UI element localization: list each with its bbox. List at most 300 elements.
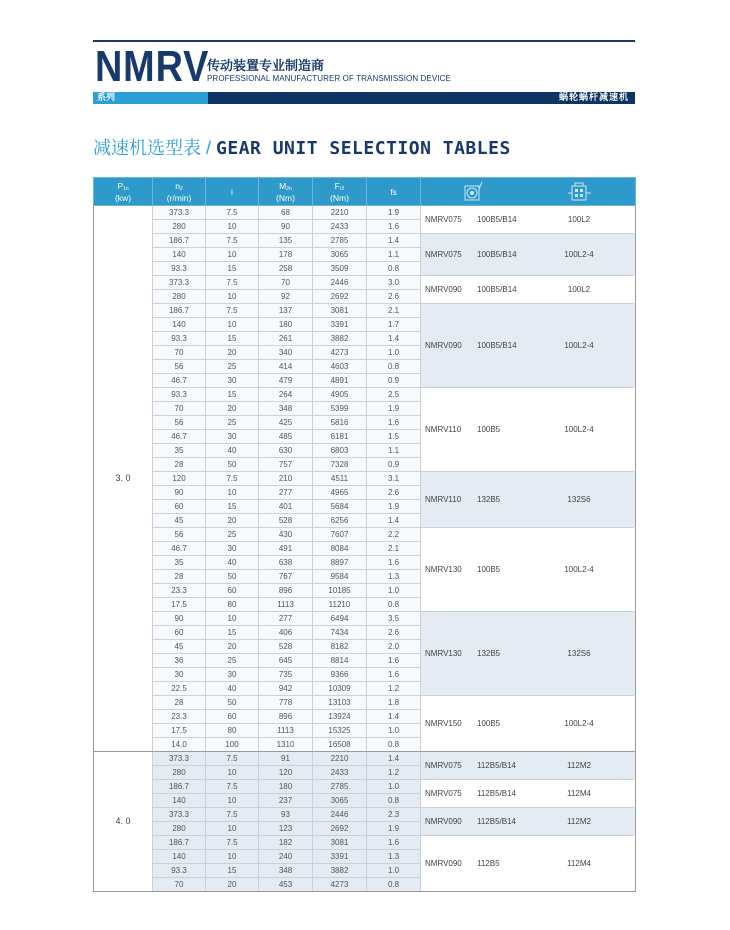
column-header-subscript: 2 xyxy=(179,185,183,192)
ratio-cell: 30 xyxy=(206,542,259,556)
radial-load-cell: 4905 xyxy=(313,388,367,402)
service-factor-cell: 1.6 xyxy=(367,556,421,570)
ratio-cell: 20 xyxy=(206,514,259,528)
selection-table xyxy=(93,177,636,892)
service-factor-cell: 1.6 xyxy=(367,416,421,430)
radial-load-cell: 4965 xyxy=(313,486,367,500)
torque-cell: 414 xyxy=(259,360,313,374)
service-factor-cell: 1.0 xyxy=(367,346,421,360)
model-cell xyxy=(421,780,636,808)
service-factor-cell: 1.9 xyxy=(367,402,421,416)
title-en: GEAR UNIT SELECTION TABLES xyxy=(216,138,511,159)
speed-cell: 46.7 xyxy=(153,430,206,444)
service-factor-cell: 2.1 xyxy=(367,542,421,556)
radial-load-cell: 8084 xyxy=(313,542,367,556)
service-factor-cell: 2.1 xyxy=(367,304,421,318)
torque-cell: 528 xyxy=(259,514,313,528)
flange-type: 100B5 xyxy=(477,425,501,434)
service-factor-cell: 1.0 xyxy=(367,724,421,738)
service-factor-cell: 1.1 xyxy=(367,444,421,458)
service-factor-cell: 3.1 xyxy=(367,472,421,486)
title-separator: / xyxy=(201,138,217,158)
torque-cell: 406 xyxy=(259,626,313,640)
torque-cell: 645 xyxy=(259,654,313,668)
ratio-cell: 10 xyxy=(206,850,259,864)
flange-type: 112B5/B14 xyxy=(477,789,516,798)
torque-cell: 261 xyxy=(259,332,313,346)
table-row xyxy=(94,234,636,248)
torque-cell: 528 xyxy=(259,640,313,654)
torque-cell: 240 xyxy=(259,850,313,864)
ratio-cell: 25 xyxy=(206,360,259,374)
service-factor-cell: 1.4 xyxy=(367,710,421,724)
column-header-unit: (Nm) xyxy=(330,192,349,203)
ratio-cell: 7.5 xyxy=(206,304,259,318)
ratio-cell: 10 xyxy=(206,486,259,500)
speed-cell: 140 xyxy=(153,794,206,808)
ratio-cell: 10 xyxy=(206,290,259,304)
speed-cell: 280 xyxy=(153,766,206,780)
column-header-symbol: M xyxy=(279,180,287,191)
flange-type: 132B5 xyxy=(477,649,501,658)
radial-load-cell: 7434 xyxy=(313,626,367,640)
flange-type: 132B5 xyxy=(477,495,501,504)
radial-load-cell: 8182 xyxy=(313,640,367,654)
ratio-cell: 40 xyxy=(206,682,259,696)
radial-load-cell: 4273 xyxy=(313,346,367,360)
table-header-row xyxy=(94,178,636,206)
ratio-cell: 40 xyxy=(206,556,259,570)
speed-cell: 28 xyxy=(153,696,206,710)
service-factor-cell: 1.7 xyxy=(367,318,421,332)
service-factor-cell: 0.8 xyxy=(367,598,421,612)
torque-cell: 92 xyxy=(259,290,313,304)
radial-load-cell: 3391 xyxy=(313,318,367,332)
service-factor-cell: 2.5 xyxy=(367,388,421,402)
torque-cell: 453 xyxy=(259,878,313,892)
ratio-cell: 7.5 xyxy=(206,206,259,220)
service-factor-cell: 1.8 xyxy=(367,696,421,710)
radial-load-cell: 11210 xyxy=(313,598,367,612)
tagline-en: PROFESSIONAL MANUFACTURER OF TRANSMISSION DEVICE xyxy=(207,74,451,83)
column-header-subscript: 1n xyxy=(123,185,129,192)
speed-cell: 35 xyxy=(153,556,206,570)
flange-type: 100B5 xyxy=(477,719,501,728)
column-header xyxy=(259,178,313,206)
gearbox-model: NMRV090 xyxy=(425,285,462,294)
service-factor-cell: 0.9 xyxy=(367,458,421,472)
motor-type: 100L2-4 xyxy=(564,250,594,259)
service-factor-cell: 1.4 xyxy=(367,752,421,766)
model-cell xyxy=(421,612,636,696)
model-cell xyxy=(421,206,636,234)
ratio-cell: 15 xyxy=(206,500,259,514)
column-header xyxy=(206,178,259,206)
ratio-cell: 7.5 xyxy=(206,780,259,794)
flange-type: 100B5/B14 xyxy=(477,215,517,224)
gearbox-model: NMRV075 xyxy=(425,250,462,259)
radial-load-cell: 6494 xyxy=(313,612,367,626)
service-factor-cell: 0.8 xyxy=(367,794,421,808)
speed-cell: 373.3 xyxy=(153,752,206,766)
table-row xyxy=(94,472,636,486)
radial-load-cell: 8814 xyxy=(313,654,367,668)
radial-load-cell: 7328 xyxy=(313,458,367,472)
torque-cell: 348 xyxy=(259,402,313,416)
radial-load-cell: 2433 xyxy=(313,220,367,234)
torque-cell: 180 xyxy=(259,318,313,332)
gearbox-model: NMRV075 xyxy=(425,215,462,224)
radial-load-cell: 13103 xyxy=(313,696,367,710)
ratio-cell: 15 xyxy=(206,864,259,878)
torque-cell: 264 xyxy=(259,388,313,402)
ratio-cell: 30 xyxy=(206,374,259,388)
gearbox-model: NMRV075 xyxy=(425,761,462,770)
gearbox-model: NMRV090 xyxy=(425,341,462,350)
speed-cell: 45 xyxy=(153,640,206,654)
radial-load-cell: 8897 xyxy=(313,556,367,570)
column-header-unit: (kw) xyxy=(114,192,132,203)
ratio-cell: 20 xyxy=(206,346,259,360)
speed-cell: 93.3 xyxy=(153,332,206,346)
radial-load-cell: 4603 xyxy=(313,360,367,374)
table-row xyxy=(94,388,636,402)
radial-load-cell: 10185 xyxy=(313,584,367,598)
ratio-cell: 7.5 xyxy=(206,234,259,248)
torque-cell: 258 xyxy=(259,262,313,276)
column-header xyxy=(367,178,421,206)
ratio-cell: 10 xyxy=(206,220,259,234)
flange-type: 100B5/B14 xyxy=(477,341,517,350)
gearbox-model: NMRV110 xyxy=(425,495,462,504)
flange-type: 100B5/B14 xyxy=(477,250,517,259)
radial-load-cell: 2692 xyxy=(313,822,367,836)
series-label: 系列 xyxy=(97,93,116,103)
torque-cell: 70 xyxy=(259,276,313,290)
page-title xyxy=(93,137,511,160)
service-factor-cell: 0.8 xyxy=(367,262,421,276)
speed-cell: 140 xyxy=(153,850,206,864)
service-factor-cell: 1.6 xyxy=(367,668,421,682)
motor-type: 112M4 xyxy=(567,859,591,868)
column-header-unit: (r/min) xyxy=(166,192,192,203)
radial-load-cell: 2785 xyxy=(313,234,367,248)
speed-cell: 186.7 xyxy=(153,836,206,850)
table-row xyxy=(94,612,636,626)
radial-load-cell: 2446 xyxy=(313,276,367,290)
worm-gearbox-icon xyxy=(462,181,484,203)
motor-type: 112M2 xyxy=(567,761,591,770)
torque-cell: 123 xyxy=(259,822,313,836)
ratio-cell: 50 xyxy=(206,696,259,710)
title-cn: 减速机选型表 xyxy=(93,138,201,159)
torque-cell: 491 xyxy=(259,542,313,556)
speed-cell: 186.7 xyxy=(153,234,206,248)
flange-type: 112B5 xyxy=(477,859,500,868)
service-factor-cell: 1.6 xyxy=(367,836,421,850)
service-factor-cell: 1.0 xyxy=(367,584,421,598)
radial-load-cell: 3081 xyxy=(313,304,367,318)
ratio-cell: 30 xyxy=(206,430,259,444)
speed-cell: 17.5 xyxy=(153,724,206,738)
motor-type: 100L2-4 xyxy=(564,341,594,350)
torque-cell: 1310 xyxy=(259,738,313,752)
torque-cell: 182 xyxy=(259,836,313,850)
column-header xyxy=(313,178,367,206)
series-band xyxy=(93,92,208,104)
radial-load-cell: 13924 xyxy=(313,710,367,724)
torque-cell: 93 xyxy=(259,808,313,822)
radial-load-cell: 6803 xyxy=(313,444,367,458)
radial-load-cell: 3509 xyxy=(313,262,367,276)
torque-cell: 401 xyxy=(259,500,313,514)
column-header-symbol: fs xyxy=(390,186,397,197)
column-header-subscript: 2n xyxy=(286,185,292,192)
column-header xyxy=(153,178,206,206)
flange-type: 100B5 xyxy=(477,565,501,574)
speed-cell: 280 xyxy=(153,220,206,234)
speed-cell: 70 xyxy=(153,346,206,360)
table-row xyxy=(94,276,636,290)
service-factor-cell: 1.4 xyxy=(367,332,421,346)
ratio-cell: 10 xyxy=(206,794,259,808)
speed-cell: 186.7 xyxy=(153,304,206,318)
service-factor-cell: 1.1 xyxy=(367,248,421,262)
radial-load-cell: 7607 xyxy=(313,528,367,542)
radial-load-cell: 4273 xyxy=(313,878,367,892)
power-cell: 4. 0 xyxy=(94,752,153,892)
ratio-cell: 60 xyxy=(206,584,259,598)
ratio-cell: 10 xyxy=(206,612,259,626)
torque-cell: 91 xyxy=(259,752,313,766)
category-band xyxy=(208,92,635,104)
brand-logo: NMRV xyxy=(95,42,210,91)
ratio-cell: 25 xyxy=(206,654,259,668)
speed-cell: 373.3 xyxy=(153,808,206,822)
radial-load-cell: 2433 xyxy=(313,766,367,780)
torque-cell: 425 xyxy=(259,416,313,430)
model-cell xyxy=(421,808,636,836)
service-factor-cell: 1.3 xyxy=(367,570,421,584)
service-factor-cell: 1.0 xyxy=(367,780,421,794)
model-cell xyxy=(421,304,636,388)
service-factor-cell: 3.5 xyxy=(367,612,421,626)
speed-cell: 56 xyxy=(153,360,206,374)
torque-cell: 277 xyxy=(259,486,313,500)
service-factor-cell: 1.9 xyxy=(367,206,421,220)
ratio-cell: 15 xyxy=(206,388,259,402)
speed-cell: 60 xyxy=(153,626,206,640)
service-factor-cell: 1.6 xyxy=(367,220,421,234)
motor-icon xyxy=(566,181,594,203)
radial-load-cell: 2692 xyxy=(313,290,367,304)
radial-load-cell: 4511 xyxy=(313,472,367,486)
gearbox-model: NMRV090 xyxy=(425,817,462,826)
radial-load-cell: 2785 xyxy=(313,780,367,794)
ratio-cell: 10 xyxy=(206,822,259,836)
table-row xyxy=(94,206,636,220)
service-factor-cell: 1.0 xyxy=(367,864,421,878)
model-cell xyxy=(421,472,636,528)
ratio-cell: 25 xyxy=(206,416,259,430)
radial-load-cell: 2446 xyxy=(313,808,367,822)
ratio-cell: 100 xyxy=(206,738,259,752)
radial-load-cell: 15325 xyxy=(313,724,367,738)
gearbox-model: NMRV110 xyxy=(425,425,462,434)
torque-cell: 896 xyxy=(259,710,313,724)
ratio-cell: 10 xyxy=(206,318,259,332)
column-header-unit: (Nm) xyxy=(276,192,295,203)
torque-cell: 942 xyxy=(259,682,313,696)
motor-type: 112M4 xyxy=(567,789,591,798)
motor-type: 100L2-4 xyxy=(564,425,594,434)
torque-cell: 237 xyxy=(259,794,313,808)
gearbox-model: NMRV130 xyxy=(425,649,462,658)
service-factor-cell: 2.6 xyxy=(367,626,421,640)
column-header-model xyxy=(421,178,636,206)
speed-cell: 93.3 xyxy=(153,864,206,878)
radial-load-cell: 5684 xyxy=(313,500,367,514)
ratio-cell: 50 xyxy=(206,570,259,584)
tagline-cn: 传动装置专业制造商 xyxy=(207,59,325,74)
service-factor-cell: 0.9 xyxy=(367,374,421,388)
table-row xyxy=(94,528,636,542)
ratio-cell: 20 xyxy=(206,402,259,416)
motor-type: 100L2 xyxy=(567,285,591,294)
column-header-symbol: P xyxy=(117,180,124,191)
service-factor-cell: 0.8 xyxy=(367,878,421,892)
torque-cell: 348 xyxy=(259,864,313,878)
ratio-cell: 7.5 xyxy=(206,752,259,766)
model-cell xyxy=(421,276,636,304)
ratio-cell: 7.5 xyxy=(206,276,259,290)
service-factor-cell: 1.4 xyxy=(367,514,421,528)
speed-cell: 90 xyxy=(153,486,206,500)
radial-load-cell: 3081 xyxy=(313,836,367,850)
speed-cell: 93.3 xyxy=(153,388,206,402)
ratio-cell: 7.5 xyxy=(206,472,259,486)
radial-load-cell: 3065 xyxy=(313,248,367,262)
radial-load-cell: 4891 xyxy=(313,374,367,388)
torque-cell: 277 xyxy=(259,612,313,626)
speed-cell: 373.3 xyxy=(153,276,206,290)
radial-load-cell: 2210 xyxy=(313,206,367,220)
radial-load-cell: 3882 xyxy=(313,864,367,878)
ratio-cell: 7.5 xyxy=(206,836,259,850)
table-row xyxy=(94,808,636,822)
motor-type: 100L2-4 xyxy=(564,565,594,574)
ratio-cell: 10 xyxy=(206,766,259,780)
speed-cell: 56 xyxy=(153,528,206,542)
service-factor-cell: 2.6 xyxy=(367,486,421,500)
speed-cell: 23.3 xyxy=(153,710,206,724)
ratio-cell: 80 xyxy=(206,724,259,738)
table-row xyxy=(94,304,636,318)
torque-cell: 180 xyxy=(259,780,313,794)
column-header-symbol: F xyxy=(334,180,340,191)
flange-type: 112B5/B14 xyxy=(477,761,516,770)
speed-cell: 22.5 xyxy=(153,682,206,696)
radial-load-cell: 9584 xyxy=(313,570,367,584)
ratio-cell: 15 xyxy=(206,262,259,276)
speed-cell: 28 xyxy=(153,458,206,472)
speed-cell: 14.0 xyxy=(153,738,206,752)
table-body xyxy=(94,206,636,892)
flange-type: 112B5/B14 xyxy=(477,817,516,826)
torque-cell: 485 xyxy=(259,430,313,444)
speed-cell: 17.5 xyxy=(153,598,206,612)
speed-cell: 46.7 xyxy=(153,374,206,388)
speed-cell: 70 xyxy=(153,878,206,892)
speed-cell: 70 xyxy=(153,402,206,416)
torque-cell: 210 xyxy=(259,472,313,486)
column-header xyxy=(94,178,153,206)
radial-load-cell: 3391 xyxy=(313,850,367,864)
gearbox-model: NMRV130 xyxy=(425,565,462,574)
service-factor-cell: 1.3 xyxy=(367,850,421,864)
motor-type: 132S6 xyxy=(567,649,591,658)
torque-cell: 68 xyxy=(259,206,313,220)
torque-cell: 135 xyxy=(259,234,313,248)
power-cell: 3. 0 xyxy=(94,206,153,752)
gearbox-model: NMRV075 xyxy=(425,789,462,798)
radial-load-cell: 10309 xyxy=(313,682,367,696)
ratio-cell: 10 xyxy=(206,248,259,262)
service-factor-cell: 1.4 xyxy=(367,234,421,248)
motor-type: 132S6 xyxy=(567,495,591,504)
speed-cell: 140 xyxy=(153,318,206,332)
service-factor-cell: 1.6 xyxy=(367,654,421,668)
service-factor-cell: 2.6 xyxy=(367,290,421,304)
model-cell xyxy=(421,234,636,276)
ratio-cell: 30 xyxy=(206,668,259,682)
model-cell xyxy=(421,836,636,892)
speed-cell: 56 xyxy=(153,416,206,430)
gearbox-model: NMRV150 xyxy=(425,719,462,728)
radial-load-cell: 2210 xyxy=(313,752,367,766)
motor-type: 100L2 xyxy=(567,215,591,224)
ratio-cell: 7.5 xyxy=(206,808,259,822)
service-factor-cell: 1.2 xyxy=(367,682,421,696)
service-factor-cell: 0.8 xyxy=(367,360,421,374)
service-factor-cell: 1.9 xyxy=(367,500,421,514)
model-cell xyxy=(421,388,636,472)
service-factor-cell: 2.2 xyxy=(367,528,421,542)
speed-cell: 35 xyxy=(153,444,206,458)
speed-cell: 30 xyxy=(153,668,206,682)
ratio-cell: 80 xyxy=(206,598,259,612)
service-factor-cell: 2.0 xyxy=(367,640,421,654)
speed-cell: 90 xyxy=(153,612,206,626)
service-factor-cell: 1.9 xyxy=(367,822,421,836)
radial-load-cell: 16508 xyxy=(313,738,367,752)
flange-type: 100B5/B14 xyxy=(477,285,517,294)
torque-cell: 430 xyxy=(259,528,313,542)
radial-load-cell: 6181 xyxy=(313,430,367,444)
torque-cell: 137 xyxy=(259,304,313,318)
speed-cell: 46.7 xyxy=(153,542,206,556)
model-cell xyxy=(421,752,636,780)
motor-type: 112M2 xyxy=(567,817,591,826)
radial-load-cell: 5399 xyxy=(313,402,367,416)
torque-cell: 1113 xyxy=(259,598,313,612)
torque-cell: 630 xyxy=(259,444,313,458)
table-row xyxy=(94,752,636,766)
torque-cell: 896 xyxy=(259,584,313,598)
speed-cell: 28 xyxy=(153,570,206,584)
speed-cell: 23.3 xyxy=(153,584,206,598)
torque-cell: 178 xyxy=(259,248,313,262)
